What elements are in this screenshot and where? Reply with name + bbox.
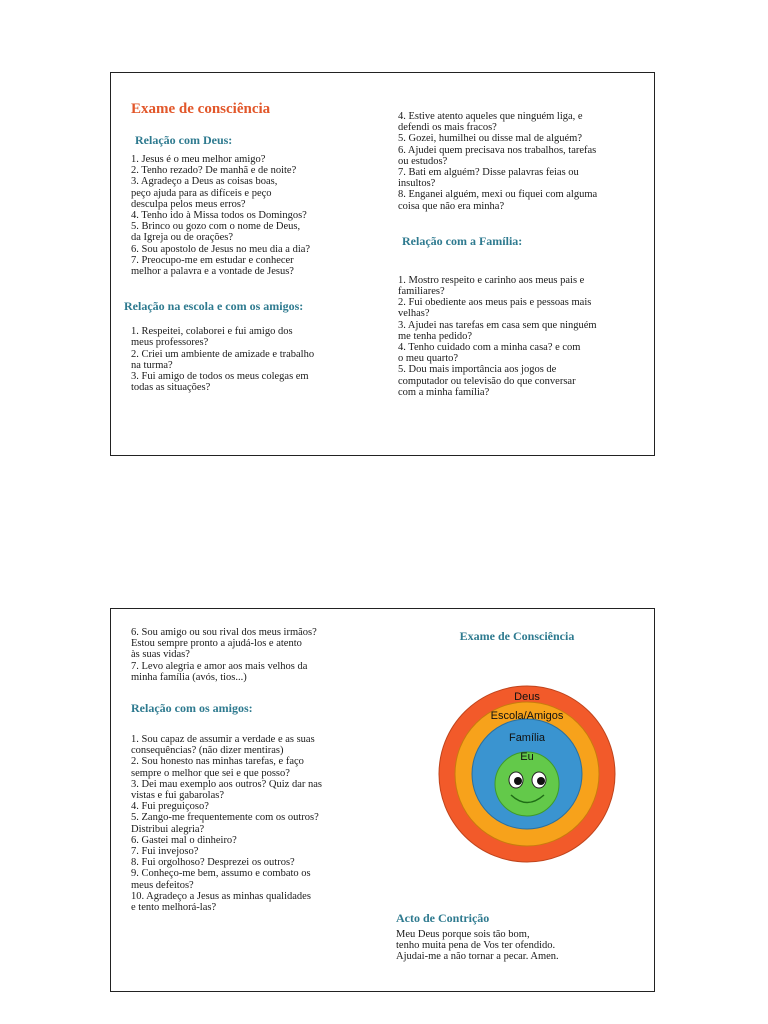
heading-familia: Relação com a Família: bbox=[402, 233, 523, 248]
text-line: me tenha pedido? bbox=[398, 330, 473, 342]
page-title: Exame de consciência bbox=[131, 101, 271, 117]
text-line: 2. Fui obediente aos meus pais e pessoas mais bbox=[398, 297, 592, 309]
text-line: 2. Criei um ambiente de amizade e trabalho bbox=[131, 348, 315, 360]
text-line: Distribui alegria? bbox=[131, 823, 205, 835]
text-line: 4. Estive atento aqueles que ninguém liga, e bbox=[398, 111, 583, 122]
slide2-left-column bbox=[131, 627, 363, 913]
text-line: minha família (avós, tios...) bbox=[131, 671, 247, 683]
acto-de-contricao-text bbox=[396, 929, 626, 963]
text-line: Estou sempre pronto a ajudá-los e atento bbox=[131, 638, 302, 650]
text-line: 5. Brinco ou gozo com o nome de Deus, bbox=[131, 221, 301, 233]
text-line: computador ou televisão do que conversar bbox=[398, 375, 576, 387]
label-eu: Eu bbox=[520, 751, 534, 763]
amigos-questions bbox=[131, 734, 363, 913]
slide-1 bbox=[110, 72, 655, 456]
text-line: 4. Fui preguiçoso? bbox=[131, 801, 209, 813]
text-line: familiares? bbox=[398, 286, 445, 298]
slide2-right-column bbox=[396, 629, 636, 963]
text-line: 2. Tenho rezado? De manhã e de noite? bbox=[131, 165, 297, 177]
text-line: 6. Ajudei quem precisava nos trabalhos, tarefas bbox=[398, 144, 597, 156]
label-deus: Deus bbox=[514, 691, 540, 703]
text-line: 3. Agradeço a Deus as coisas boas, bbox=[131, 176, 278, 188]
text-line: velhas? bbox=[398, 308, 430, 320]
text-line: insultos? bbox=[398, 178, 436, 190]
familia-questions-continued bbox=[131, 627, 363, 683]
text-line: Ajudai-me a não tornar a pecar. Amen. bbox=[396, 951, 559, 963]
heading-amigos: Relação com os amigos: bbox=[131, 701, 253, 716]
deus-questions-continued bbox=[398, 111, 636, 212]
text-line: peço ajuda para as difíceis e peço bbox=[131, 187, 272, 199]
familia-questions bbox=[398, 275, 636, 398]
text-line: 7. Preocupo-me em estudar e conhecer bbox=[131, 254, 294, 266]
text-line: 9. Conheço-me bem, assumo e combato os bbox=[131, 868, 311, 880]
text-line: ou estudos? bbox=[398, 155, 448, 167]
text-line: na turma? bbox=[131, 359, 173, 371]
text-line: meus defeitos? bbox=[131, 879, 194, 891]
text-line: 4. Tenho cuidado com a minha casa? e com bbox=[398, 342, 581, 354]
text-line: 2. Sou honesto nas minhas tarefas, e faço bbox=[131, 756, 304, 768]
heading-deus: Relação com Deus: bbox=[135, 133, 233, 147]
slide1-right-column bbox=[398, 111, 636, 398]
text-line: 7. Bati em alguém? Disse palavras feias ou bbox=[398, 167, 579, 179]
text-line: da Igreja ou de orações? bbox=[131, 232, 234, 244]
text-line: 10. Agradeço a Jesus as minhas qualidades bbox=[131, 890, 311, 902]
label-familia: Família bbox=[508, 732, 546, 744]
text-line: 4. Tenho ido à Missa todos os Domingos? bbox=[131, 210, 307, 222]
text-line: coisa que não era minha? bbox=[398, 200, 505, 212]
text-line: todas as situações? bbox=[131, 382, 211, 394]
text-line: às suas vidas? bbox=[131, 649, 190, 661]
text-line: o meu quarto? bbox=[398, 353, 459, 365]
text-line: 8. Fui orgolhoso? Desprezei os outros? bbox=[131, 857, 295, 869]
deus-questions bbox=[131, 154, 361, 277]
text-line: 3. Ajudei nas tarefas em casa sem que ninguém bbox=[398, 319, 597, 331]
text-line: meus professores? bbox=[131, 337, 209, 349]
text-line: desculpa pelos meus erros? bbox=[131, 198, 246, 210]
text-line: sempre o melhor que sei e que posso? bbox=[131, 767, 290, 779]
text-line: 5. Gozei, humilhei ou disse mal de alguém? bbox=[398, 133, 582, 145]
concentric-circles-diagram bbox=[427, 674, 627, 874]
text-line: vistas e fui gabarolas? bbox=[131, 790, 225, 802]
text-line: com a minha família? bbox=[398, 386, 490, 398]
text-line: tenho muita pena de Vos ter ofendido. bbox=[396, 940, 556, 952]
text-line: e tento melhorá-las? bbox=[131, 902, 217, 914]
text-line: 8. Enganei alguém, mexi ou fiquei com alguma bbox=[398, 189, 598, 201]
text-line: consequências? (não dizer mentiras) bbox=[131, 745, 284, 757]
slide-2 bbox=[110, 608, 655, 992]
text-line: 7. Fui invejoso? bbox=[131, 846, 199, 858]
heading-escola: Relação na escola e com os amigos: bbox=[124, 299, 304, 314]
text-line: 6. Sou amigo ou sou rival dos meus irmãos? bbox=[131, 627, 317, 638]
escola-questions bbox=[131, 326, 361, 393]
text-line: 6. Sou apostolo de Jesus no meu dia a dia? bbox=[131, 243, 311, 255]
text-line: 1. Respeitei, colaborei e fui amigo dos bbox=[131, 326, 293, 338]
text-line: 6. Gastei mal o dinheiro? bbox=[131, 834, 237, 846]
diagram-title: Exame de Consciência bbox=[459, 629, 575, 643]
text-line: 5. Zango-me frequentemente com os outros? bbox=[131, 812, 319, 824]
text-line: 1. Sou capaz de assumir a verdade e as suas bbox=[131, 734, 315, 746]
text-line: 3. Fui amigo de todos os meus colegas em bbox=[131, 371, 309, 383]
label-escola: Escola/Amigos bbox=[490, 710, 564, 722]
text-line: 5. Dou mais importância aos jogos de bbox=[398, 364, 557, 376]
text-line: defendi os mais fracos? bbox=[398, 122, 497, 134]
slide1-left-column bbox=[124, 101, 361, 394]
text-line: 7. Levo alegria e amor aos mais velhos da bbox=[131, 660, 308, 672]
text-line: melhor a palavra e a vontade de Jesus? bbox=[131, 266, 294, 278]
text-line: 1. Jesus é o meu melhor amigo? bbox=[131, 154, 266, 165]
text-line: Meu Deus porque sois tão bom, bbox=[396, 929, 530, 940]
text-line: 1. Mostro respeito e carinho aos meus pais e bbox=[398, 274, 585, 286]
text-line: 3. Dei mau exemplo aos outros? Quiz dar nas bbox=[131, 778, 322, 790]
heading-contricao: Acto de Contrição bbox=[396, 911, 490, 925]
